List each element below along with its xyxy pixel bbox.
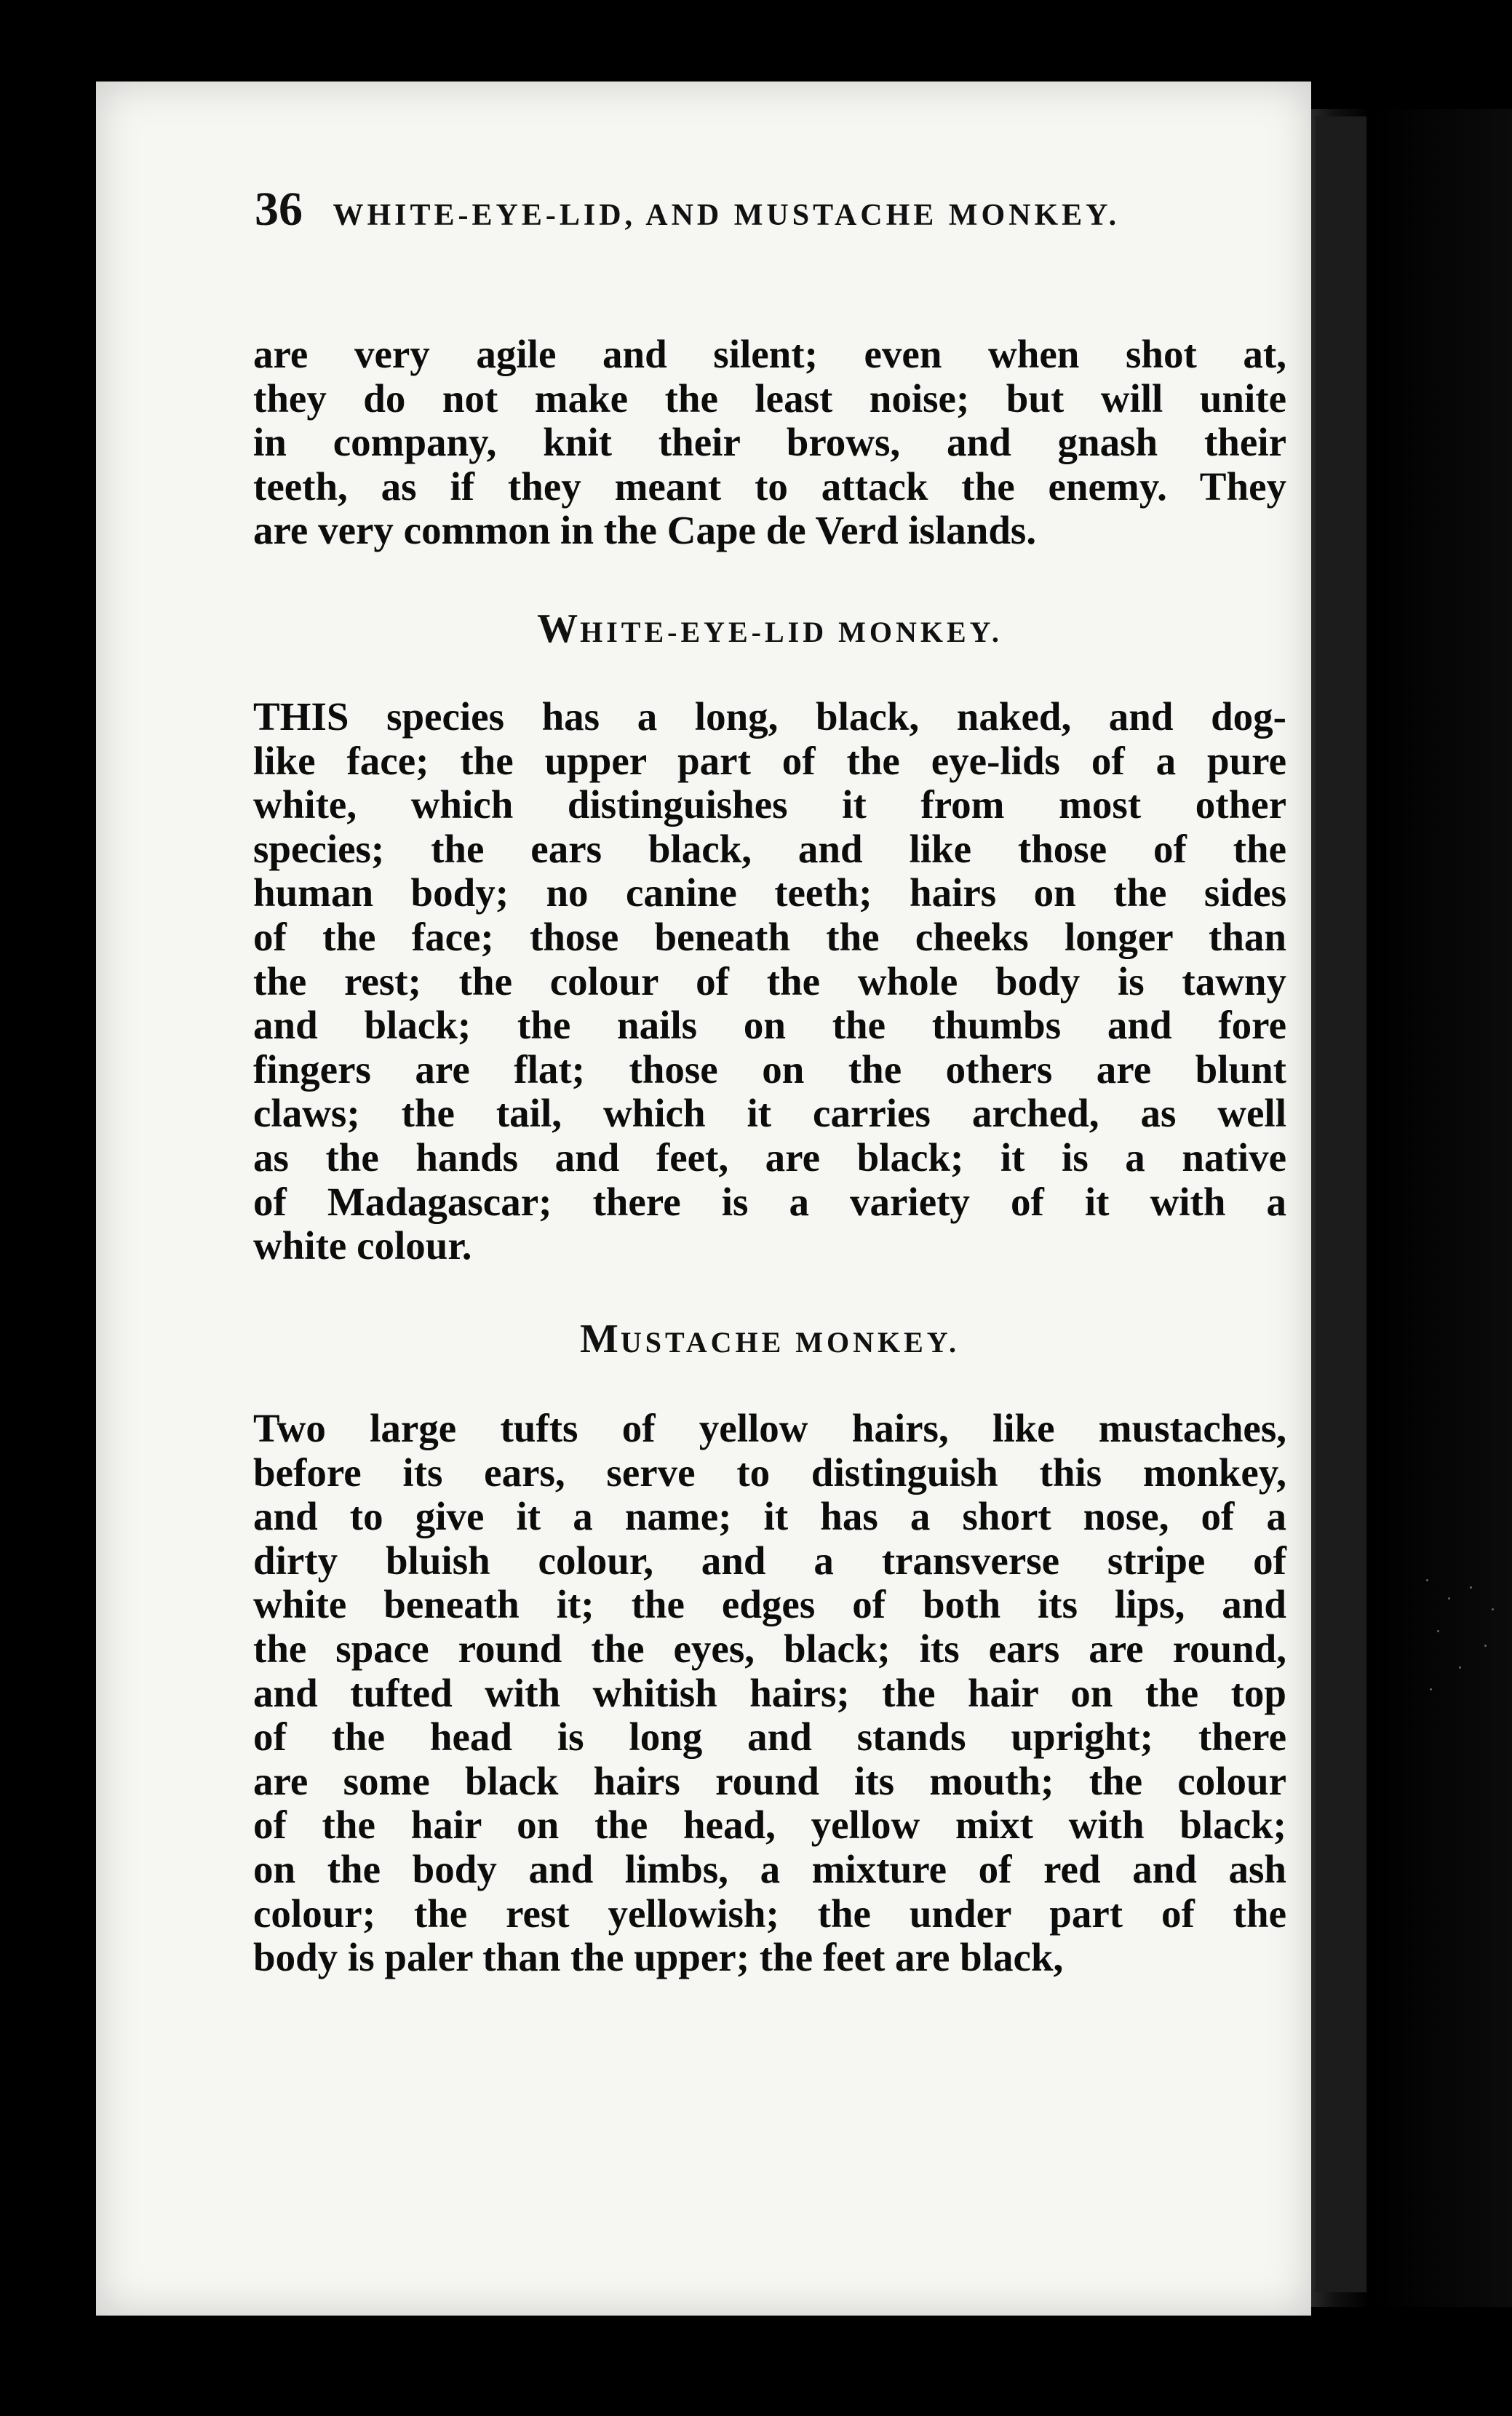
running-title: WHITE-EYE-LID, AND MUSTACHE MONKEY. [333,199,1121,232]
heading-rest: USTACHE MONKEY. [620,1326,960,1359]
text-line: the rest; the colour of the whole body is tawny [253,958,1286,1004]
text-line: human body; no canine teeth; hairs on the sides [253,870,1286,915]
heading-initial: W [537,606,581,651]
section-heading-mustache [253,1316,1286,1362]
mustache-paragraph [253,1407,1286,1980]
text-line: body is paler than the upper; the feet are black, [253,1935,1064,1980]
page-number: 36 [255,183,303,236]
text-line: of the face; those beneath the cheeks longer than [253,914,1286,959]
text-line: of Madagascar; there is a variety of it with a [253,1179,1286,1224]
text-line: the space round the eyes, black; its ears are round, [253,1626,1286,1671]
heading-rest: HITE-EYE-LID MONKEY. [580,616,1003,648]
text-line: are very common in the Cape de Verd islands. [253,508,1037,553]
text-line: white, which distinguishes it from most other [253,782,1286,827]
text-line: on the body and limbs, a mixture of red and ash [253,1846,1286,1891]
heading-initial: M [579,1316,621,1362]
text-line: white colour. [253,1223,472,1268]
text-line: of the head is long and stands upright; there [253,1714,1286,1760]
text-line: colour; the rest yellowish; the under part of the [253,1891,1286,1936]
running-header [255,182,1128,237]
text-line: in company, knit their brows, and gnash their [253,420,1286,465]
text-line: fingers are flat; those on the others are blunt [253,1046,1286,1092]
text-line: and black; the nails on the thumbs and fore [253,1003,1286,1048]
facing-page-edge [1316,116,1366,2292]
text-line: of the hair on the head, yellow mixt with black; [253,1803,1286,1848]
scan-speckles [1419,1565,1506,1710]
text-line: they do not make the least noise; but will unite [253,375,1286,421]
intro-paragraph [253,333,1286,553]
text-line: are some black hairs round its mouth; the colour [253,1758,1286,1803]
text-line: like face; the upper part of the eye-lids of a pure [253,738,1286,783]
text-line: white beneath it; the edges of both its lips, and [253,1582,1286,1627]
text-line: Two large tufts of yellow hairs, like mustaches, [253,1406,1286,1450]
text-line: and tufted with whitish hairs; the hair on the top [253,1670,1286,1715]
white-eye-lid-paragraph [253,695,1286,1268]
text-line: teeth, as if they meant to attack the enemy. They [253,464,1286,509]
text-line: species; the ears black, and like those of the [253,826,1286,871]
text-line: and to give it a name; it has a short nose, of a [253,1494,1286,1539]
section-heading-white-eye-lid [253,605,1286,652]
text-line: before its ears, serve to distinguish this monkey, [253,1450,1286,1495]
text-line: THIS species has a long, black, naked, and dog- [253,694,1286,739]
text-line: dirty bluish colour, and a transverse stripe of [253,1538,1286,1583]
text-line: as the hands and feet, are black; it is a native [253,1135,1286,1180]
text-line: are very agile and silent; even when shot at, [253,332,1286,376]
text-line: claws; the tail, which it carries arched, as well [253,1091,1286,1136]
